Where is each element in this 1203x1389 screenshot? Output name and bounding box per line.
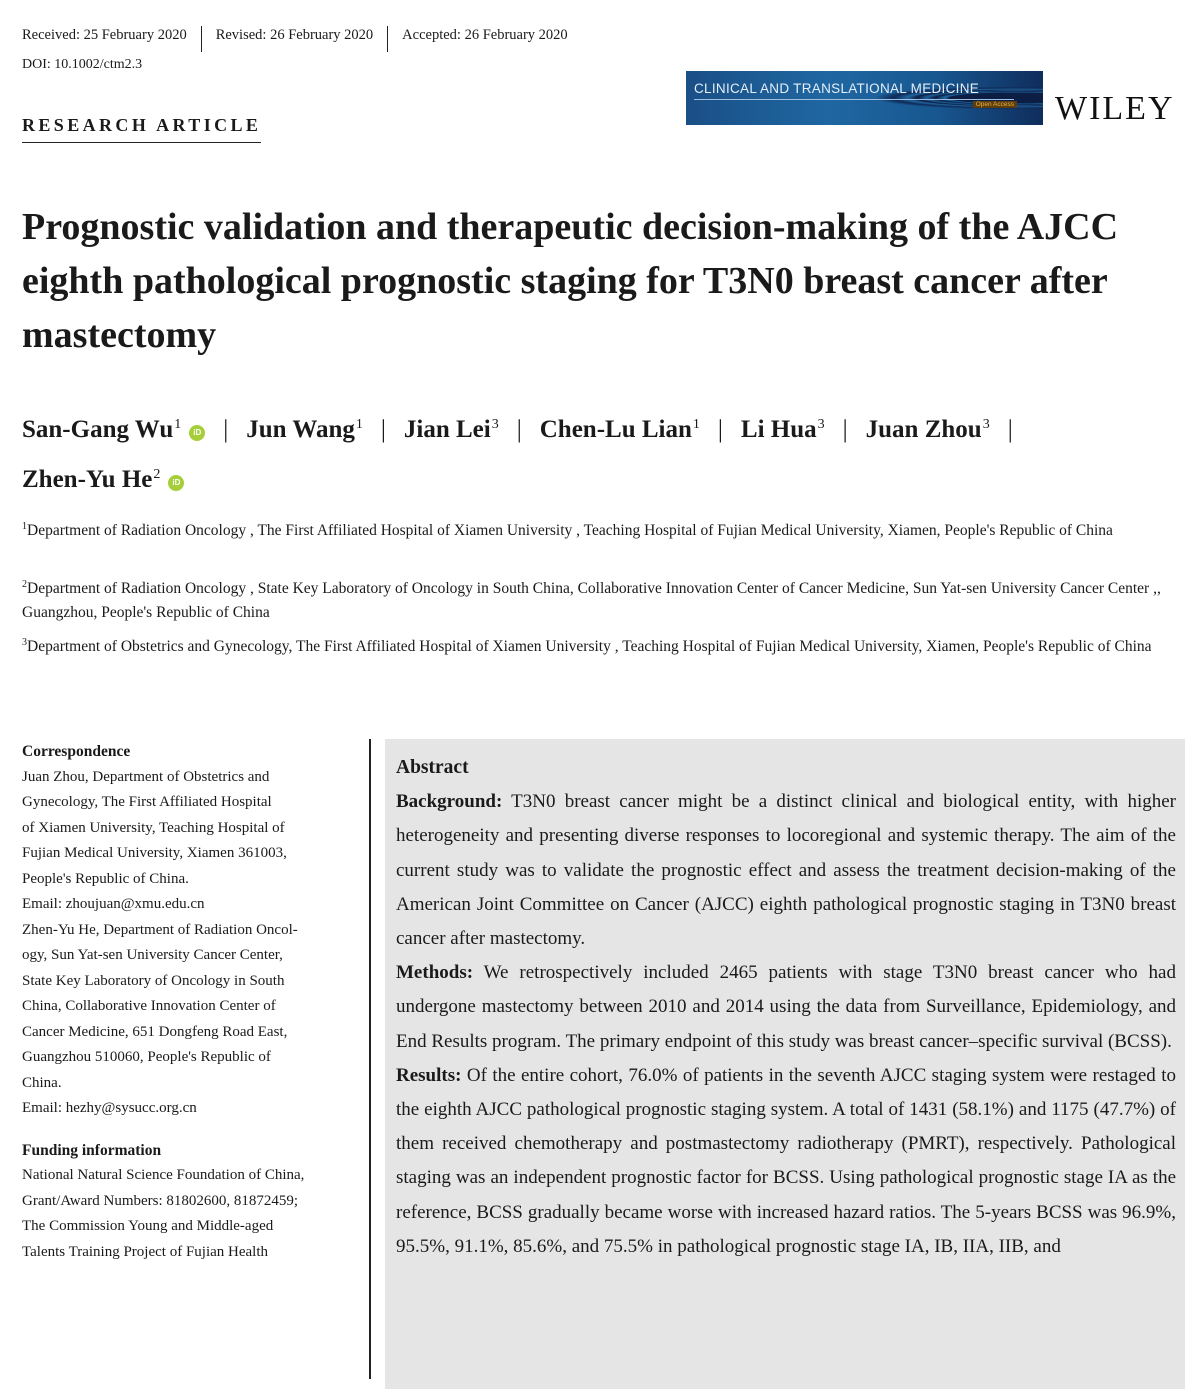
author[interactable]: Chen-Lu Lian$^1$ (539, 416, 700, 443)
correspondence-line: ogy, Sun Yat-sen University Cancer Center, (22, 947, 283, 963)
correspondence-line: Juan Zhou, Department of Obstetrics and (22, 768, 270, 785)
orcid-icon[interactable]: iD (168, 475, 184, 491)
correspondence-line: China, Collaborative Innovation Center of (22, 998, 276, 1014)
funding-line: The Commission Young and Middle-aged (22, 1218, 274, 1234)
correspondence-line: Gynecology, The First Affiliated Hospital (22, 794, 272, 810)
abstract-methods: Methods: We retrospectively included 2465 patients with stage T3N0 breast cancer who had undergone mastectomy between 2010 and 2014 using the data from Surveillance, Epidemiology, and End Results program. The primary endpoint of this study was breast cancer–specific survival (BCSS). (396, 962, 1176, 1052)
correspondence-line: Fujian Medical University, Xiamen 361003, (22, 845, 287, 861)
spacer (22, 1122, 367, 1138)
author-separator: | (223, 416, 229, 443)
date-divider (201, 26, 202, 52)
author-separator: | (516, 416, 522, 443)
doi: DOI: 10.1002/ctm2.3 (22, 57, 143, 72)
accepted-date: Accepted: 26 February 2020 (402, 26, 568, 43)
funding-line: Grant/Award Numbers: 81802600, 81872459; (22, 1192, 299, 1209)
journal-banner-logo (686, 71, 1043, 125)
article-type: RESEARCH ARTICLE (22, 115, 261, 143)
correspondence-line: Cancer Medicine, 651 Dongfeng Road East, (22, 1023, 288, 1040)
abstract-background: Background: T3N0 breast cancer might be a distinct clinical and biological entity, with higher heterogeneity and presenting diverse responses to locoregional and systemic therapy. The aim of the current study was to validate the prognostic effect and assess the treatment decision-making of the American Joint Committee on Cancer (AJCC) eighth pathological prognostic staging in T3N0 breast cancer after mastectomy. (396, 791, 1176, 950)
affiliation-2: $^2$Department of Radiation Oncology , State Key Laboratory of Oncology in South China, Collaborative Innovation Center of Cancer Medicine, Sun Yat-sen University Cancer Center ,, Guangzhou, People's Republic of China (22, 579, 1161, 621)
funding-heading: Funding information (22, 1141, 162, 1159)
email-link[interactable]: Email: hezhy@sysucc.org.cn (22, 1100, 197, 1116)
author-separator: | (380, 416, 386, 443)
sidebar-info (22, 739, 367, 1265)
email-link[interactable]: Email: zhoujuan@xmu.edu.cn (22, 896, 205, 912)
received-date: Received: 25 February 2020 (22, 26, 187, 43)
correspondence-line: Zhen-Yu He, Department of Radiation Oncol- (22, 921, 298, 938)
banner-rule (694, 99, 1014, 100)
date-divider (387, 26, 388, 52)
abstract-results: Results: Of the entire cohort, 76.0% of patients in the seventh AJCC staging system were restaged to the eighth AJCC pathological prognostic staging system. A total of 1431 (58.1%) and 1175 (47.7%) of them received chemotherapy and postmastectomy radiotherapy (PMRT), respectively. Pathological staging was an independent prognostic factor for BCSS. Using pathological prognostic stage IA as the reference, BCSS gradually became worse with increased hazard ratios. The 5-years BCSS was 96.9%, 95.5%, 91.1%, 85.6%, and 75.5% in pathological prognostic stage IA, IB, IIA, IIB, and (396, 1064, 1176, 1257)
author[interactable]: Zhen-Yu He$^2$ (22, 466, 161, 493)
author[interactable]: Jun Wang$^1$ (246, 416, 363, 443)
correspondence-line: Guangzhou 510060, People's Republic of (22, 1049, 271, 1065)
funding-line: National Natural Science Foundation of China, (22, 1167, 305, 1183)
funding-line: Talents Training Project of Fujian Health (22, 1243, 269, 1260)
affiliation-1: $^1$Department of Radiation Oncology , The First Affiliated Hospital of Xiamen University , Teaching Hospital of Fujian Medical University, Xiamen, People's Republic of China (22, 521, 1113, 539)
correspondence-line: China. (22, 1074, 62, 1091)
correspondence-line: State Key Laboratory of Oncology in South (22, 972, 285, 989)
open-access-tag: Open Access (973, 101, 1017, 108)
article-title: Prognostic validation and therapeutic decision-making of the AJCC eighth pathological prognostic staging for T3N0 breast cancer after mastectomy (22, 206, 1119, 356)
abstract (396, 751, 1176, 1264)
correspondence-heading: Correspondence (22, 743, 131, 760)
author-separator: | (1007, 416, 1013, 443)
author[interactable]: Li Hua$^3$ (740, 416, 825, 443)
column-divider (369, 739, 371, 1379)
author-separator: | (717, 416, 723, 443)
abstract-heading: Abstract (396, 757, 469, 778)
author-list (22, 402, 1197, 502)
correspondence-line: People's Republic of China. (22, 870, 189, 887)
article-dates (22, 22, 568, 48)
publisher-logo: WILEY (1055, 90, 1175, 127)
correspondence-line: of Xiamen University, Teaching Hospital of (22, 819, 285, 836)
author-separator: | (842, 416, 848, 443)
journal-name: CLINICAL AND TRANSLATIONAL MEDICINE (694, 81, 980, 96)
author[interactable]: Jian Lei$^3$ (403, 416, 499, 443)
author[interactable]: San-Gang Wu$^1$ (22, 416, 182, 443)
revised-date: Revised: 26 February 2020 (215, 26, 374, 43)
author[interactable]: Juan Zhou$^3$ (865, 416, 990, 443)
affiliation-3: $^3$Department of Obstetrics and Gynecology, The First Affiliated Hospital of Xiamen University , Teaching Hospital of Fujian Medical University, Xiamen, People's Republic of China (22, 637, 1152, 655)
orcid-icon[interactable]: iD (189, 425, 205, 441)
